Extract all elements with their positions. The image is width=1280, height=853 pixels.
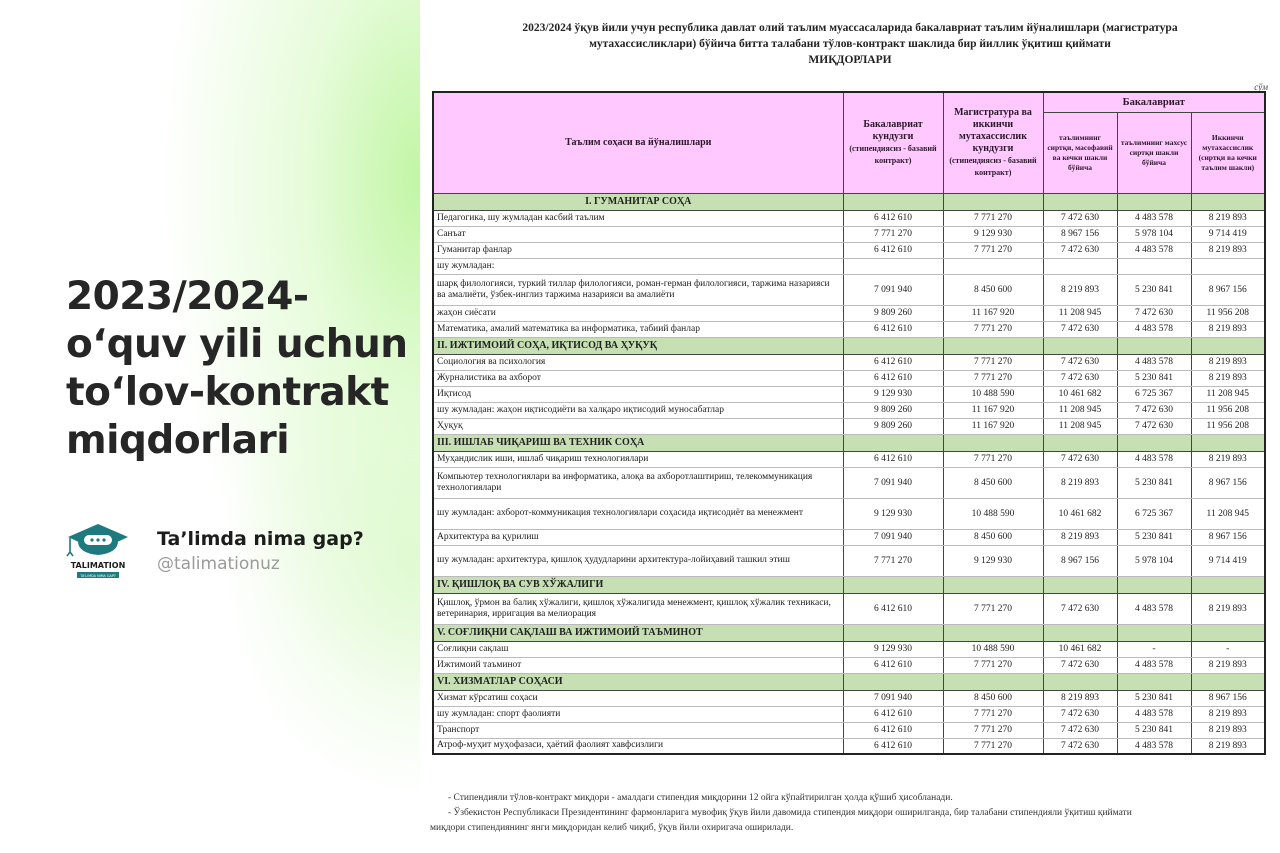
header-master-day [943,92,1043,193]
bachelor-special-part-time-fee: 5 230 841 [1117,370,1191,386]
header-bachelor-special-part-time: таълимнинг махсус сиртқи шакли бўйича [1117,112,1191,193]
section-empty-cell [843,624,943,641]
master-day-fee: 10 488 590 [943,386,1043,402]
master-day-fee: 8 450 600 [943,467,1043,498]
bachelor-day-fee: 6 412 610 [843,593,943,624]
section-empty-cell [1043,193,1117,210]
bachelor-day-fee: 9 809 260 [843,402,943,418]
bachelor-special-part-time-fee: 4 483 578 [1117,354,1191,370]
section-empty-cell [1043,434,1117,451]
second-specialty-fee: 9 714 419 [1191,226,1265,242]
section-empty-cell [943,673,1043,690]
second-specialty-fee: 8 219 893 [1191,738,1265,754]
bachelor-part-time-fee: 7 472 630 [1043,321,1117,337]
footnotes [430,791,1272,836]
document-title-line: мутахассисликлари) бўйича битта талабани тўлов-контракт шаклида бир йиллик ўқитиш қиймати [589,38,1111,50]
field-name: Санъат [433,226,843,242]
currency-unit: сўм [1254,82,1268,92]
bachelor-part-time-fee: 7 472 630 [1043,370,1117,386]
bachelor-part-time-fee: 11 208 945 [1043,402,1117,418]
bachelor-day-fee: 6 412 610 [843,706,943,722]
second-specialty-fee: 11 956 208 [1191,305,1265,321]
section-row [433,624,1265,641]
bachelor-part-time-fee: 7 472 630 [1043,706,1117,722]
talimation-logo-icon [64,522,132,584]
table-row [433,641,1265,657]
header-second-specialty: Иккинчи мутахассислик (сиртқи ва кечки таълим шакли) [1191,112,1265,193]
brand-block [64,522,384,584]
table-row [433,418,1265,434]
bachelor-special-part-time-fee: 7 472 630 [1117,418,1191,434]
master-day-fee: 7 771 270 [943,370,1043,386]
section-empty-cell [843,434,943,451]
fee-document [420,0,1280,853]
bachelor-special-part-time-fee: 4 483 578 [1117,657,1191,673]
second-specialty-fee: 8 219 893 [1191,242,1265,258]
logo-wordmark: TALIMATION [70,561,126,570]
header-bachelor-group: Бакалавриат [1043,92,1265,112]
second-specialty-fee: 8 219 893 [1191,210,1265,226]
bachelor-part-time-fee: 11 208 945 [1043,418,1117,434]
section-row [433,337,1265,354]
master-day-fee: 8 450 600 [943,690,1043,706]
field-name: Хизмат кўрсатиш соҳаси [433,690,843,706]
table-row [433,370,1265,386]
second-specialty-fee: 8 967 156 [1191,467,1265,498]
section-empty-cell [1191,337,1265,354]
header-bachelor-day [843,92,943,193]
bachelor-special-part-time-fee: 4 483 578 [1117,321,1191,337]
section-title: IV. ҚИШЛОҚ ВА СУВ ХЎЖАЛИГИ [433,576,843,593]
field-name: Педагогика, шу жумладан касбий таълим [433,210,843,226]
bachelor-day-fee: 6 412 610 [843,657,943,673]
master-day-fee: 7 771 270 [943,593,1043,624]
section-empty-cell [1043,337,1117,354]
fee-table-body [433,193,1265,754]
bachelor-special-part-time-fee: 6 725 367 [1117,386,1191,402]
headline-line: miqdorlari [66,418,290,463]
bachelor-day-fee: 6 412 610 [843,722,943,738]
footnote-continuation: миқдори стипендиянинг янги миқдоридан келиб чиқиб, ўқув йили охиригача оширилади. [430,823,794,833]
table-row [433,402,1265,418]
field-name: Ижтимоий таъминот [433,657,843,673]
bachelor-part-time-fee: 8 219 893 [1043,529,1117,545]
master-day-fee: 8 450 600 [943,274,1043,305]
second-specialty-fee: 11 208 945 [1191,386,1265,402]
master-day-fee: 7 771 270 [943,210,1043,226]
bachelor-day-fee: 7 091 940 [843,529,943,545]
master-day-fee: 7 771 270 [943,738,1043,754]
table-row [433,690,1265,706]
master-day-fee: 11 167 920 [943,402,1043,418]
master-day-fee: 7 771 270 [943,706,1043,722]
header-subtitle: (стипендиясиз - базавий контракт) [849,143,937,165]
field-name: Ҳуқуқ [433,418,843,434]
header-subtitle: (стипендиясиз - базавий контракт) [949,155,1037,177]
field-name: Муҳандислик иши, ишлаб чиқариш технологиялари [433,451,843,467]
table-row [433,274,1265,305]
master-day-fee: 8 450 600 [943,529,1043,545]
section-empty-cell [1191,673,1265,690]
second-specialty-fee: 8 219 893 [1191,657,1265,673]
bachelor-part-time-fee: 7 472 630 [1043,722,1117,738]
table-row [433,354,1265,370]
second-specialty-fee: 8 967 156 [1191,529,1265,545]
bachelor-part-time-fee: 11 208 945 [1043,305,1117,321]
bachelor-special-part-time-fee: 5 230 841 [1117,274,1191,305]
bachelor-part-time-fee: 10 461 682 [1043,498,1117,529]
header-bachelor-part-time: таълимнинг сиртқи, масофавий ва кечки шакли бўйича [1043,112,1117,193]
master-day-fee: 7 771 270 [943,657,1043,673]
field-name: Гуманитар фанлар [433,242,843,258]
headline-line: 2023/2024- [66,274,309,319]
section-empty-cell [1191,434,1265,451]
header-title: Магистратура ва иккинчи мутахассислик кундузги [954,106,1032,154]
section-title: VI. ХИЗМАТЛАР СОҲАСИ [433,673,843,690]
bachelor-part-time-fee: 8 967 156 [1043,545,1117,576]
second-specialty-fee: 8 219 893 [1191,722,1265,738]
bachelor-part-time-fee: 10 461 682 [1043,641,1117,657]
bachelor-special-part-time-fee: 6 725 367 [1117,498,1191,529]
brand-title: Ta’limda nima gap? [157,528,364,550]
bachelor-day-fee: 7 771 270 [843,226,943,242]
bachelor-day-fee: 9 129 930 [843,498,943,529]
bachelor-special-part-time-fee: 5 230 841 [1117,722,1191,738]
table-row [433,657,1265,673]
table-row [433,258,1265,274]
section-title: I. ГУМАНИТАР СОҲА [433,193,843,210]
second-specialty-fee: 9 714 419 [1191,545,1265,576]
section-empty-cell [943,337,1043,354]
bachelor-day-fee: 6 412 610 [843,451,943,467]
bachelor-day-fee: 7 771 270 [843,545,943,576]
field-name: жаҳон сиёсати [433,305,843,321]
header-field: Таълим соҳаси ва йўналишлари [433,92,843,193]
master-day-fee: 10 488 590 [943,641,1043,657]
field-name: шу жумладан: жаҳон иқтисодиёти ва халқаро иқтисодий муносабатлар [433,402,843,418]
section-empty-cell [1117,193,1191,210]
section-row [433,673,1265,690]
master-day-fee [943,258,1043,274]
bachelor-special-part-time-fee: 5 230 841 [1117,529,1191,545]
table-row [433,706,1265,722]
bachelor-day-fee: 6 412 610 [843,370,943,386]
master-day-fee: 11 167 920 [943,305,1043,321]
bachelor-special-part-time-fee: 5 978 104 [1117,545,1191,576]
bachelor-part-time-fee: 7 472 630 [1043,593,1117,624]
second-specialty-fee: 11 956 208 [1191,418,1265,434]
bachelor-part-time-fee: 7 472 630 [1043,657,1117,673]
fee-table [432,91,1266,755]
bachelor-day-fee: 6 412 610 [843,321,943,337]
bachelor-special-part-time-fee: 4 483 578 [1117,593,1191,624]
master-day-fee: 10 488 590 [943,498,1043,529]
section-title: II. ИЖТИМОИЙ СОҲА, ИҚТИСОД ВА ҲУҚУҚ [433,337,843,354]
bachelor-part-time-fee: 7 472 630 [1043,242,1117,258]
bachelor-day-fee: 9 129 930 [843,386,943,402]
table-row [433,305,1265,321]
table-row [433,738,1265,754]
table-row [433,210,1265,226]
field-name: Соғлиқни сақлаш [433,641,843,657]
bachelor-special-part-time-fee: 4 483 578 [1117,210,1191,226]
bachelor-special-part-time-fee: 7 472 630 [1117,402,1191,418]
table-row [433,451,1265,467]
second-specialty-fee: 8 219 893 [1191,370,1265,386]
bachelor-day-fee: 6 412 610 [843,354,943,370]
bachelor-day-fee: 6 412 610 [843,210,943,226]
field-name: шу жумладан: архитектура, қишлоқ ҳудудларини архитектура-лойиҳавий ташкил этиш [433,545,843,576]
bachelor-special-part-time-fee [1117,258,1191,274]
table-row [433,545,1265,576]
second-specialty-fee: 11 956 208 [1191,402,1265,418]
bachelor-part-time-fee: 8 219 893 [1043,467,1117,498]
second-specialty-fee: 11 208 945 [1191,498,1265,529]
second-specialty-fee: - [1191,641,1265,657]
second-specialty-fee: 8 219 893 [1191,321,1265,337]
bachelor-day-fee: 7 091 940 [843,467,943,498]
field-name: шу жумладан: ахборот-коммуникация технологиялари соҳасида иқтисодиёт ва менежмент [433,498,843,529]
table-row [433,529,1265,545]
section-empty-cell [1191,193,1265,210]
bachelor-special-part-time-fee: 5 230 841 [1117,467,1191,498]
field-name: шу жумладан: [433,258,843,274]
second-specialty-fee: 8 967 156 [1191,274,1265,305]
section-empty-cell [1191,624,1265,641]
field-name: Социология ва психология [433,354,843,370]
section-empty-cell [943,434,1043,451]
section-empty-cell [1043,576,1117,593]
header-title: Бакалавриат кундузги [863,118,923,142]
footnote: - Стипендияли тўлов-контракт миқдори - амалдаги стипендия миқдорини 12 ойга кўпайтирилган ҳолда қўшиб ҳисобланади. [448,793,953,803]
headline-line: o‘quv yili uchun [66,322,408,367]
section-empty-cell [943,193,1043,210]
field-name: Транспорт [433,722,843,738]
bachelor-day-fee: 6 412 610 [843,242,943,258]
bachelor-part-time-fee: 7 472 630 [1043,738,1117,754]
master-day-fee: 9 129 930 [943,545,1043,576]
section-empty-cell [1117,337,1191,354]
bachelor-special-part-time-fee: 4 483 578 [1117,706,1191,722]
promo-panel [0,0,420,853]
bachelor-part-time-fee: 7 472 630 [1043,451,1117,467]
bachelor-day-fee: 6 412 610 [843,738,943,754]
table-row [433,226,1265,242]
field-name: Қишлоқ, ўрмон ва балиқ хўжалиги, қишлоқ хўжалигида менежмент, қишлоқ хўжалик техникаси, ветеринария, ирригация ва мелиорация [433,593,843,624]
bachelor-part-time-fee: 7 472 630 [1043,210,1117,226]
bachelor-special-part-time-fee: 5 230 841 [1117,690,1191,706]
master-day-fee: 9 129 930 [943,226,1043,242]
master-day-fee: 7 771 270 [943,242,1043,258]
bachelor-part-time-fee [1043,258,1117,274]
bachelor-part-time-fee: 8 219 893 [1043,274,1117,305]
document-title-line: МИҚДОРЛАРИ [808,54,892,66]
bachelor-special-part-time-fee: - [1117,641,1191,657]
table-row [433,593,1265,624]
section-empty-cell [943,576,1043,593]
section-row [433,576,1265,593]
second-specialty-fee: 8 219 893 [1191,706,1265,722]
bachelor-part-time-fee: 8 967 156 [1043,226,1117,242]
document-title [440,20,1260,68]
section-row [433,193,1265,210]
section-empty-cell [843,673,943,690]
table-row [433,242,1265,258]
section-empty-cell [843,337,943,354]
section-empty-cell [1043,624,1117,641]
headline-line: to‘lov-kontrakt [66,370,389,415]
section-empty-cell [1117,576,1191,593]
bachelor-part-time-fee: 10 461 682 [1043,386,1117,402]
section-title: V. СОҒЛИҚНИ САҚЛАШ ВА ИЖТИМОИЙ ТАЪМИНОТ [433,624,843,641]
field-name: Иқтисод [433,386,843,402]
master-day-fee: 7 771 270 [943,354,1043,370]
bachelor-special-part-time-fee: 4 483 578 [1117,738,1191,754]
field-name: Компьютер технологиялари ва информатика, алоқа ва ахборотлаштириш, телекоммуникация технологиялари [433,467,843,498]
section-title: III. ИШЛАБ ЧИҚАРИШ ВА ТЕХНИК СОҲА [433,434,843,451]
section-empty-cell [1043,673,1117,690]
table-row [433,386,1265,402]
master-day-fee: 7 771 270 [943,321,1043,337]
bachelor-day-fee: 9 129 930 [843,641,943,657]
logo-tagline: TA'LIMDA NIMA GAP? [80,574,116,578]
bachelor-special-part-time-fee: 4 483 578 [1117,451,1191,467]
bachelor-part-time-fee: 8 219 893 [1043,690,1117,706]
second-specialty-fee: 8 219 893 [1191,451,1265,467]
field-name: Атроф-муҳит муҳофазаси, ҳаётий фаолият хавфсизлиги [433,738,843,754]
bachelor-special-part-time-fee: 5 978 104 [1117,226,1191,242]
section-empty-cell [943,624,1043,641]
master-day-fee: 7 771 270 [943,722,1043,738]
section-empty-cell [843,193,943,210]
table-row [433,321,1265,337]
bachelor-day-fee: 9 809 260 [843,305,943,321]
bachelor-day-fee: 9 809 260 [843,418,943,434]
second-specialty-fee: 8 219 893 [1191,354,1265,370]
bachelor-special-part-time-fee: 4 483 578 [1117,242,1191,258]
second-specialty-fee: 8 219 893 [1191,593,1265,624]
section-empty-cell [1117,624,1191,641]
bachelor-part-time-fee: 7 472 630 [1043,354,1117,370]
section-empty-cell [1117,673,1191,690]
headline [66,273,406,465]
bachelor-day-fee: 7 091 940 [843,690,943,706]
document-title-line: 2023/2024 ўқув йили учун республика давлат олий таълим муассасаларида бакалавриат таълим йўналишлари (магистратура [522,22,1178,34]
bachelor-special-part-time-fee: 7 472 630 [1117,305,1191,321]
bachelor-day-fee: 7 091 940 [843,274,943,305]
footnote: - Ўзбекистон Республикаси Президентининг фармонларига мувофиқ ўқув йили давомида стипендия миқдори оширилганда, бир талабани стипендияли ўқитиш қиймати [448,808,1132,818]
field-name: шарқ филологияси, туркий тиллар филологияси, роман-герман филологияси, таржима назарияси ва амалиёти, ўзбек-инглиз таржима назарияси ва амалиёти [433,274,843,305]
table-row [433,722,1265,738]
field-name: Журналистика ва ахборот [433,370,843,386]
second-specialty-fee [1191,258,1265,274]
section-row [433,434,1265,451]
field-name: Математика, амалий математика ва информатика, табиий фанлар [433,321,843,337]
second-specialty-fee: 8 967 156 [1191,690,1265,706]
field-name: Архитектура ва қурилиш [433,529,843,545]
section-empty-cell [843,576,943,593]
master-day-fee: 7 771 270 [943,451,1043,467]
section-empty-cell [1117,434,1191,451]
field-name: шу жумладан: спорт фаолияти [433,706,843,722]
table-row [433,467,1265,498]
bachelor-day-fee [843,258,943,274]
table-row [433,498,1265,529]
master-day-fee: 11 167 920 [943,418,1043,434]
brand-handle[interactable]: @talimationuz [157,554,280,574]
section-empty-cell [1191,576,1265,593]
